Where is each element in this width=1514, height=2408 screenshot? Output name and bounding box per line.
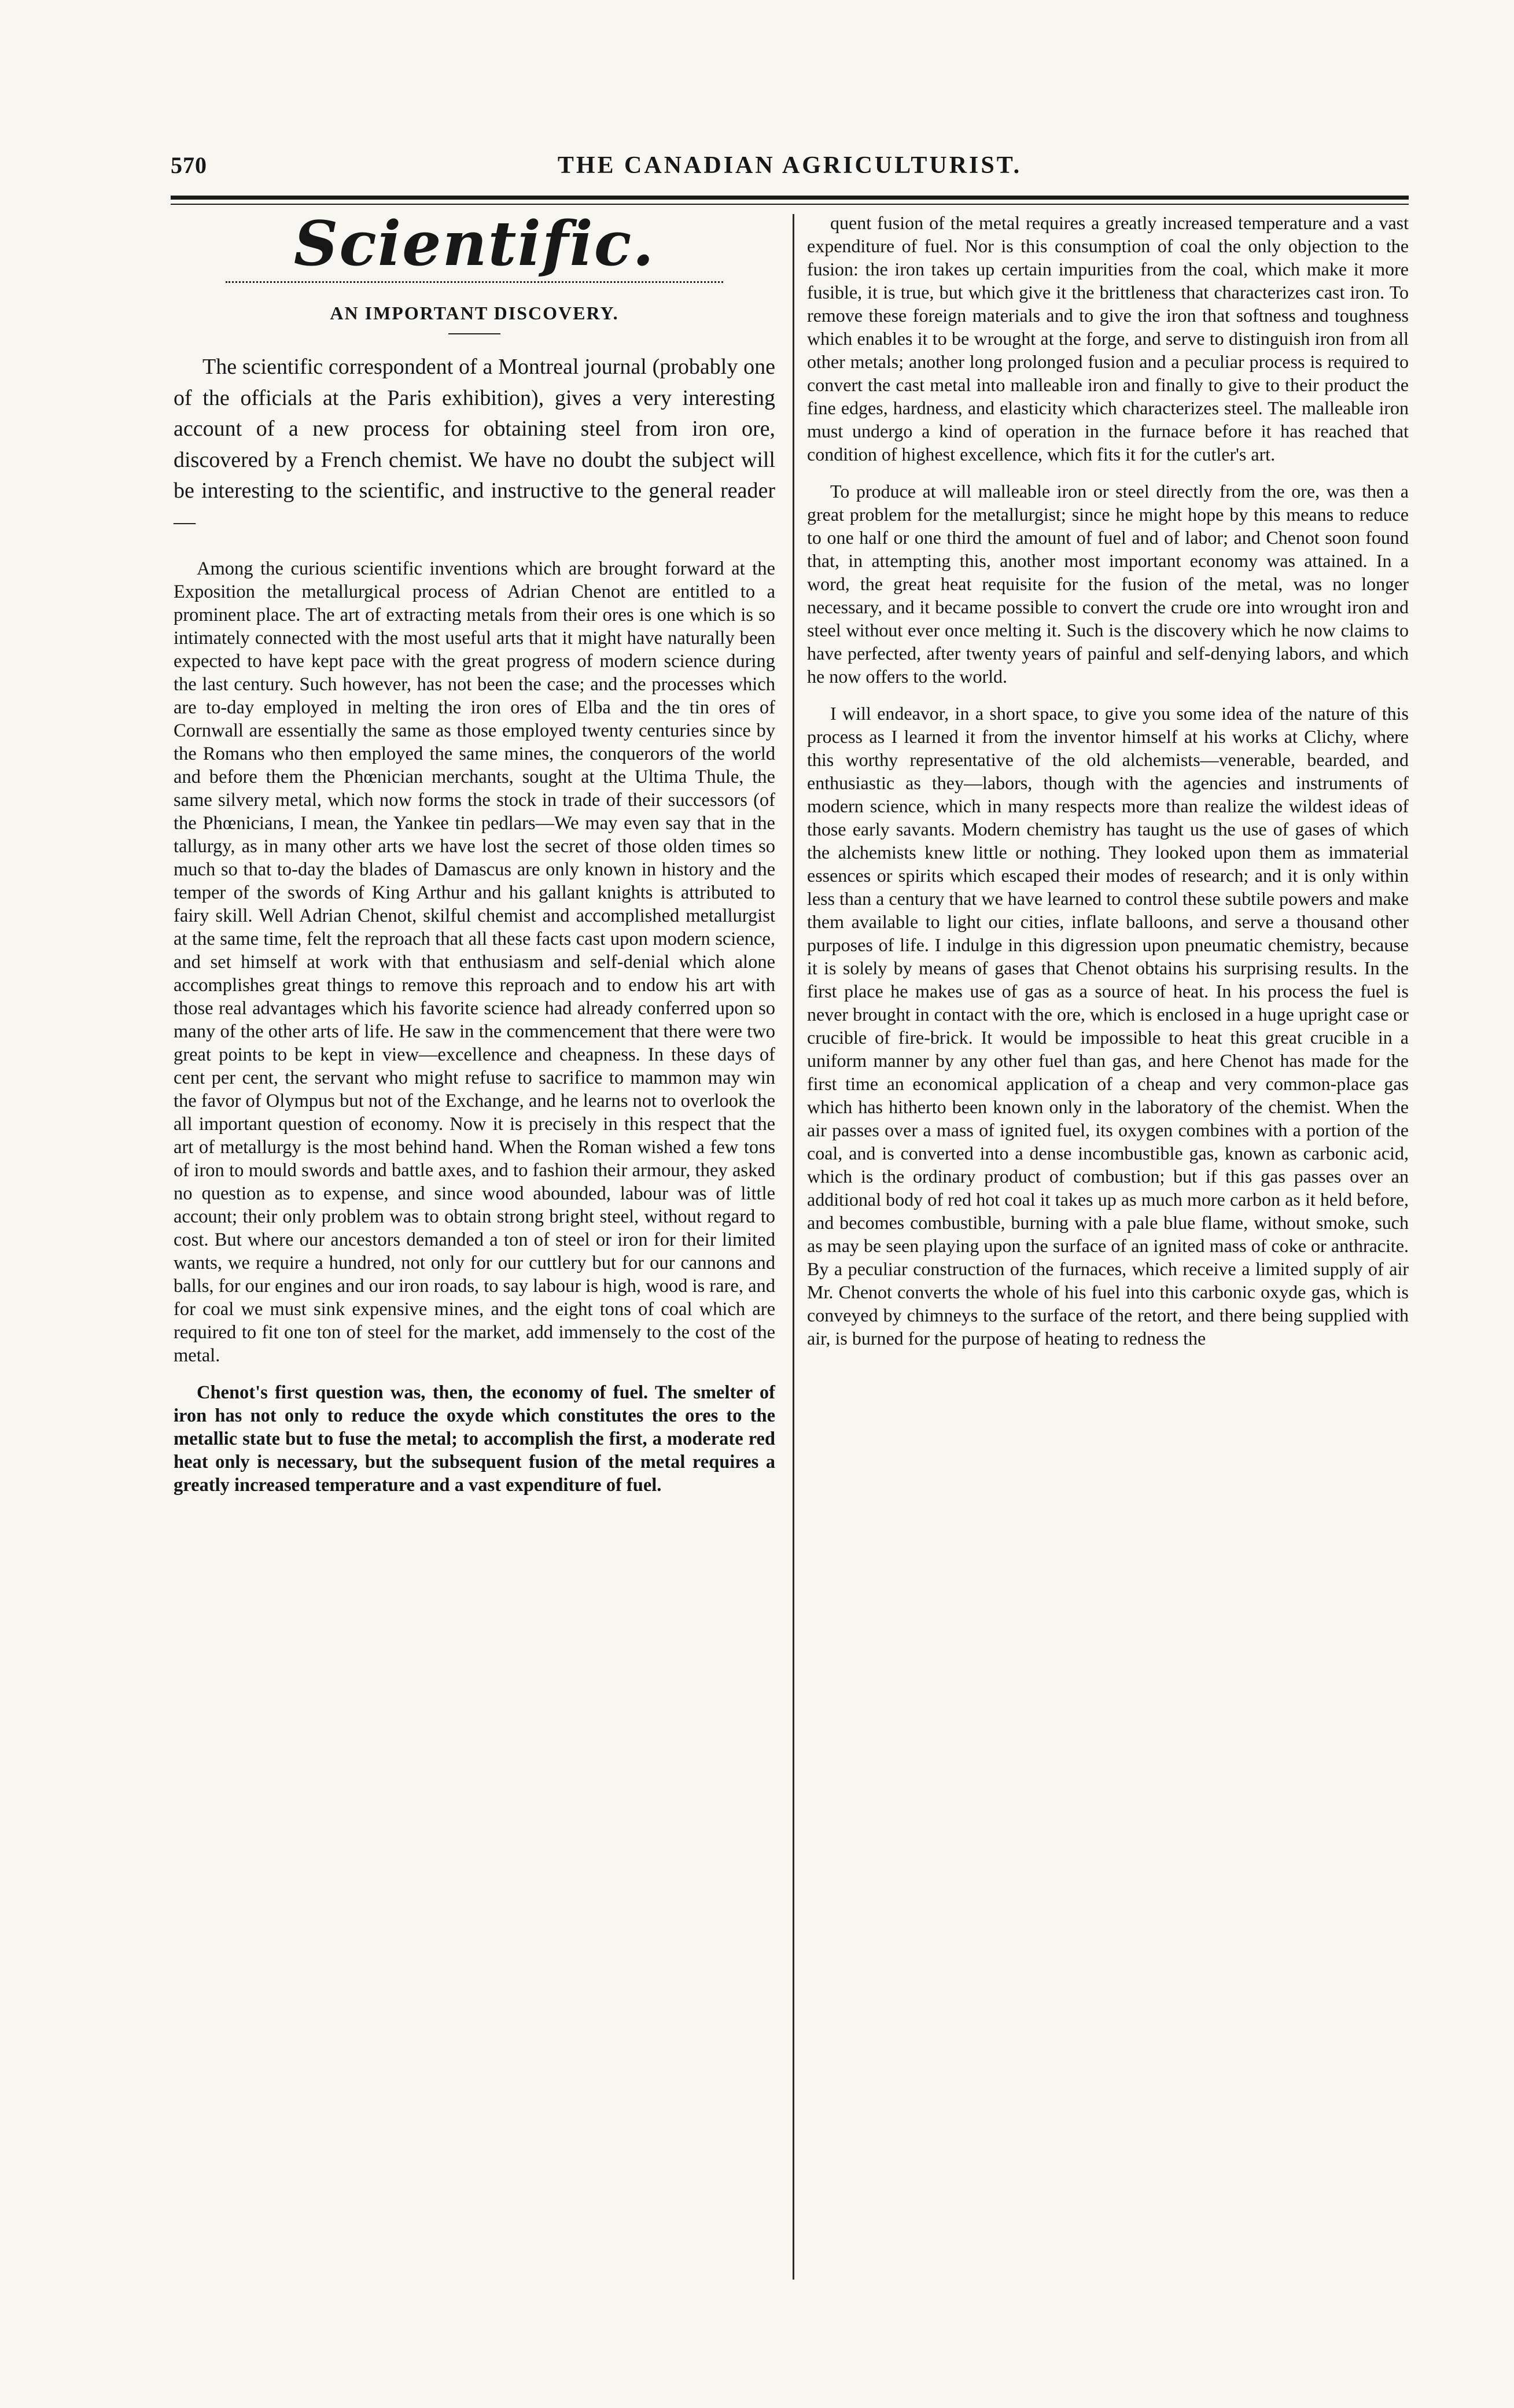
left-paragraph-2: Chenot's first question was, then, the economy of fuel. The smelter of iron has not only to reduce the oxyde which constitutes the ores to the metallic state but to fuse the metal; to accomplish the first, a moderate red heat only is necessary, but the subsequent fusion of the metal requires a greatly increased temperature and a vast expenditure of fuel. bbox=[174, 1382, 775, 1496]
right-column bbox=[807, 211, 1409, 1350]
right-paragraph-2: To produce at will malleable iron or steel directly from the ore, was then a great problem for the metallurgist; since he might hope by this means to reduce to one half or one third the amount of fuel and of labor; and Chenot soon found that, in attempting this, another most important economy was attained. In a word, the great heat requisite for the fusion of the metal, was no longer necessary, and it became possible to convert the crude ore into wrought iron and steel without ever once melting it. Such is the discovery which he now claims to have perfected, after twenty years of painful and self-denying labors, and which he now offers to the world. bbox=[807, 481, 1409, 687]
paragraph-gap bbox=[807, 688, 1409, 702]
section-heading: Scientific. bbox=[293, 207, 655, 279]
article-intro: The scientific correspondent of a Montreal journal (probably one of the officials at the Paris exhibition), gives a very interesting account of a new process for obtaining steel from iron ore, discovered by a French chemist. We have no doubt the subject will be interesting to the scientific, and instructive to the general reader — bbox=[174, 355, 775, 534]
header-rule-thin bbox=[171, 204, 1409, 205]
paragraph-gap bbox=[807, 466, 1409, 480]
running-title: THE CANADIAN AGRICULTURIST. bbox=[557, 152, 1022, 179]
title-rule bbox=[448, 333, 500, 334]
page-header bbox=[171, 152, 1409, 186]
paragraph-gap bbox=[174, 1367, 775, 1381]
left-paragraph-1: Among the curious scientific inventions which are brought forward at the Exposition the metallurgical process of Adrian Chenot are entitled to a prominent place. The art of extracting metals from their ores is one which is so intimately connected with the most useful arts that it might have naturally been expected to have kept pace with the great progress of modern science during the last century. Such however, has not been the case; and the processes which are to-day employed in melting the iron ores of Elba and the tin ores of Cornwall are essentially the same as those employed twenty centuries since by the Romans who then employed the same mines, the conquerors of the world and before them the Phœnician merchants, sought at the Ultima Thule, the same silvery metal, which now forms the stock in trade of their successors (of the Phœnicians, I mean, the Yankee tin pedlars—We may even say that in the tallurgy, as in many other arts we have lost the secret of those olden times so much so that to-day the blades of Damascus are only known in history and the temper of the swords of King Arthur and his gallant knights is attributed to fairy skill. Well Adrian Chenot, skilful chemist and accomplished metallurgist at the same time, felt the reproach that all these facts cast upon modern science, and set himself at work with that enthusiasm and self-denial which alone accomplishes great things to remove this reproach and to endow his art with those real advantages which his favorite science had already conferred upon so many of the other arts of life. He saw in the commencement that there were two great points to be kept in view—excellence and cheapness. In these days of cent per cent, the servant who might refuse to sacrifice to mammon may win the favor of Olympus but not of the Exchange, and he learns not to overlook the all important question of economy. Now it is precisely in this respect that the art of metallurgy is the most behind hand. When the Roman wished a few tons of iron to mould swords and battle axes, and to fashion their armour, they asked no question as to expense, and since wood abounded, labour was of little account; their only problem was to obtain strong bright steel, without regard to cost. But where our ancestors demanded a ton of steel or iron for their limited wants, we require a hundred, not only for our cuttlery but for our cannons and balls, for our engines and our iron roads, to say labour is high, wood is rare, and for coal we must sink expensive mines, and the eight tons of coal which are required to fit one ton of steel for the market, add immensely to the cost of the metal. bbox=[174, 558, 775, 1367]
header-rule-thick bbox=[171, 196, 1409, 200]
right-paragraph-1: quent fusion of the metal requires a greatly increased temperature and a vast expenditure of fuel. Nor is this consumption of coal the only objection to the fusion: the iron takes up certain impurities from the coal, which make it more fusible, it is true, but which give it the brittleness that characterizes cast iron. To remove these foreign materials and to give the iron that softness and toughness which enables it to be wrought at the forge, and serve to distinguish iron from all other metals; another long prolonged fusion and a peculiar process is required to convert the cast metal into malleable iron and finally to give to their product the fine edges, hardness, and elasticity which characterizes steel. The malleable iron must undergo a kind of operation in the furnace before it has reached that condition of highest excellence, which fits it for the cutler's art. bbox=[807, 212, 1409, 465]
article-title: AN IMPORTANT DISCOVERY. bbox=[330, 303, 619, 324]
ornamental-rule bbox=[226, 281, 723, 289]
column-divider bbox=[793, 214, 794, 2280]
page-number: 570 bbox=[171, 152, 207, 178]
right-paragraph-3: I will endeavor, in a short space, to give you some idea of the nature of this process as I learned it from the inventor himself at his works at Clichy, where this worthy representative of the old alchemists—venerable, bearded, and enthusiastic as they—labors, though with the agencies and instruments of modern science, which in many respects more than realize the wildest ideas of those early savants. Modern chemistry has taught us the use of gases of which the alchemists knew little or nothing. They looked upon them as immaterial essences or spirits which escaped their modes of research; and it is only within less than a century that we have learned to control these subtile powers and make them available to light our cities, inflate balloons, and serve a thousand other purposes of life. I indulge in this digression upon pneumatic chemistry, because it is solely by means of gases that Chenot obtains his surprising results. In the first place he makes use of gas as a source of heat. In his process the fuel is never brought in contact with the ore, which is enclosed in a huge upright case or crucible of fire-brick. It would be impossible to heat this great crucible in a uniform manner by any other fuel than gas, and here Chenot has made for the first time an economical application of a cheap and very common-place gas which has hitherto been known only in the laboratory of the chemist. When the air passes over a mass of ignited fuel, its oxygen combines with a portion of the coal, and is converted into a dense incombustible gas, known as carbonic acid, which is the ordinary product of combustion; but if this gas passes over an additional body of red hot coal it takes up as much more carbon as it held before, and becomes combustible, burning with a pale blue flame, without smoke, such as may be seen playing upon the surface of an ignited mass of coke or anthracite. By a peculiar construction of the furnaces, which receive a limited supply of air Mr. Chenot converts the whole of his fuel into this carbonic oxyde gas, which is conveyed by chimneys to the surface of the retort, and there being supplied with air, is burned for the purpose of heating to redness the bbox=[807, 703, 1409, 1349]
left-column bbox=[174, 207, 775, 1497]
